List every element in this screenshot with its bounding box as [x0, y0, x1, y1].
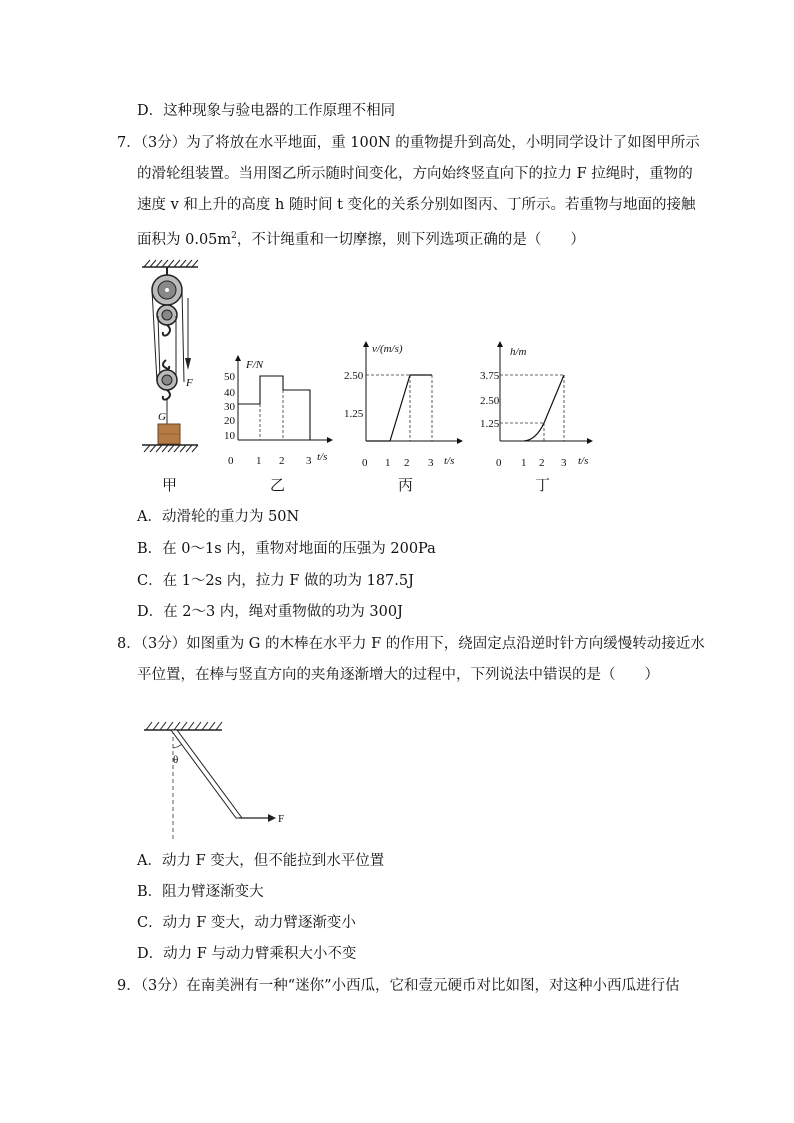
pulley-system-figure	[136, 258, 206, 458]
graph-yi-xtick: 2	[279, 455, 285, 467]
q7-stem-line2: 的滑轮组装置。当用图乙所示随时间变化，方向始终竖直向下的拉力 F 拉绳时，重物的	[137, 166, 693, 182]
graph-bing-ytick: 1.25	[344, 408, 364, 420]
graph-force-time	[220, 352, 340, 467]
graph-velocity-time	[344, 338, 469, 468]
graph-yi-xlabel: t/s	[317, 451, 328, 463]
figure-label-yi: 乙	[270, 476, 286, 494]
graph-bing-origin: 0	[362, 457, 368, 468]
rod-force-label: F	[278, 813, 285, 825]
figure-label-jia: 甲	[162, 476, 178, 494]
q8-option-b: B．阻力臂逐渐变大	[137, 884, 264, 900]
graph-yi-ylabel: F/N	[246, 359, 264, 371]
graph-yi-ytick: 20	[224, 415, 235, 427]
graph-ding-ylabel: h/m	[510, 346, 527, 358]
q8-option-d: D．动力 F 与动力臂乘积大小不变	[137, 946, 357, 962]
q8-stem-line2: 平位置，在棒与竖直方向的夹角逐渐增大的过程中，下列说法中错误的是（ ）	[137, 667, 659, 683]
q7-stem-line1: 7．（3分）为了将放在水平地面，重 100N 的重物提升到高处，小明同学设计了如图甲所示	[117, 135, 700, 151]
graph-ding-origin: 0	[496, 457, 502, 468]
q8-stem-line1: 8．（3分）如图重为 G 的木棒在水平力 F 的作用下，绕固定点沿逆时针方向缓慢转动接近水	[117, 636, 705, 652]
q7-stem-line3: 速度 v 和上升的高度 h 随时间 t 变化的关系分别如图丙、丁所示。若重物与地面的接触	[137, 197, 696, 213]
graph-ding-ytick: 1.25	[480, 418, 500, 430]
graph-yi-ytick: 10	[224, 430, 235, 442]
theta-label: θ	[173, 754, 179, 766]
q7-option-d: D．在 2～3 内，绳对重物做的功为 300J	[137, 604, 403, 620]
graph-ding-ytick: 3.75	[480, 370, 500, 382]
q8-option-c: C．动力 F 变大，动力臂逐渐变小	[137, 915, 356, 931]
weight-label-g: G	[158, 411, 166, 423]
q7-option-b: B．在 0～1s 内，重物对地面的压强为 200Pa	[137, 541, 436, 557]
q7-stem-line4: 面积为 $0.05m^2$，不计绳重和一切摩擦，则下列选项正确的是（ ）	[137, 231, 585, 248]
graph-yi-origin: 0	[228, 455, 234, 467]
q7-option-c: C．在 1～2s 内，拉力 F 做的功为 187.5J	[137, 573, 414, 589]
q8-option-a: A．动力 F 变大，但不能拉到水平位置	[137, 853, 385, 869]
graph-bing-xtick: 3	[428, 457, 434, 468]
rod-lever-figure	[140, 718, 300, 843]
graph-bing-ytick: 2.50	[344, 370, 364, 382]
figure-label-bing: 丙	[398, 476, 414, 494]
graph-ding-xlabel: t/s	[578, 455, 589, 467]
graph-ding-xtick: 1	[521, 457, 527, 468]
graph-bing-xlabel: t/s	[444, 455, 455, 467]
graph-height-time	[480, 338, 600, 468]
graph-ding-xtick: 2	[539, 457, 545, 468]
graph-bing-xtick: 2	[404, 457, 410, 468]
figure-label-ding: 丁	[535, 476, 551, 494]
graph-yi-xtick: 1	[256, 455, 262, 467]
graph-yi-ytick: 40	[224, 387, 235, 399]
q6-option-d: D．这种现象与验电器的工作原理不相同	[137, 103, 396, 119]
q7-option-a: A．动滑轮的重力为 50N	[137, 509, 300, 525]
graph-yi-ytick: 30	[224, 401, 235, 413]
graph-bing-xtick: 1	[385, 457, 391, 468]
graph-yi-xtick: 3	[306, 455, 312, 467]
graph-ding-xtick: 3	[561, 457, 567, 468]
force-label-f: F	[186, 377, 193, 389]
q9-stem-line1: 9．（3分）在南美洲有一种“迷你”小西瓜，它和壹元硬币对比如图，对这种小西瓜进行估	[117, 978, 680, 994]
graph-yi-ytick: 50	[224, 371, 235, 383]
graph-ding-ytick: 2.50	[480, 395, 500, 407]
graph-bing-ylabel: v/(m/s)	[372, 343, 403, 355]
